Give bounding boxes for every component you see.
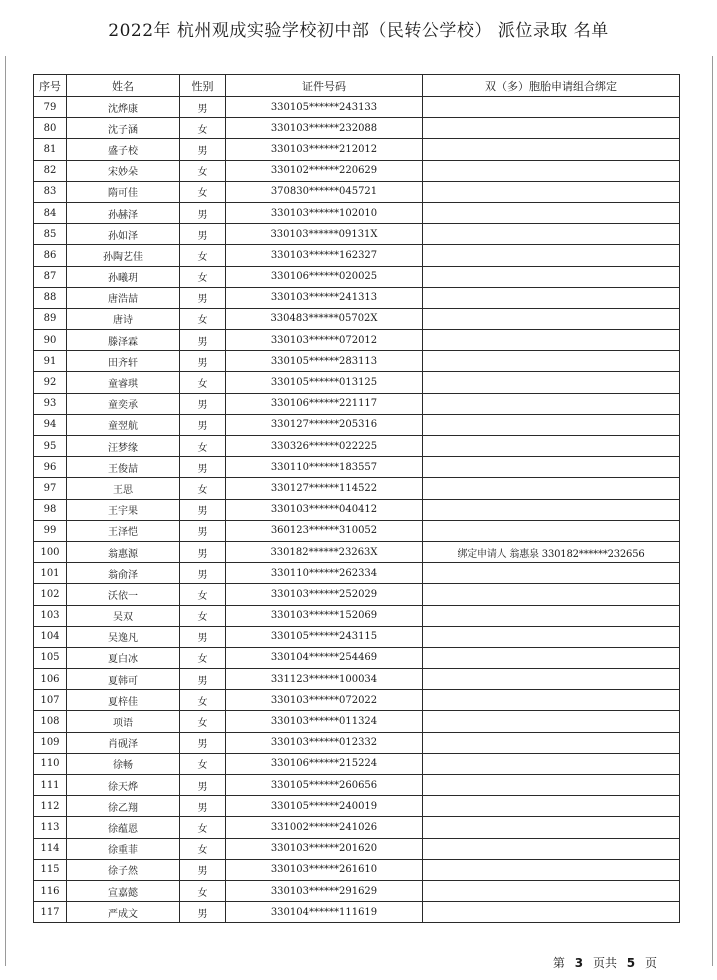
cell-twin-binding: [423, 626, 680, 647]
table-row: [34, 520, 680, 541]
table-row: [34, 478, 680, 499]
cell-name: 孙曦玥: [67, 266, 180, 287]
cell-twin-binding: [423, 308, 680, 329]
cell-name: 宋妙朵: [67, 160, 180, 181]
cell-serial: 99: [34, 520, 67, 541]
cell-gender: 男: [180, 732, 226, 753]
cell-id-number: 330103******201620: [226, 838, 423, 859]
cell-twin-binding: [423, 817, 680, 838]
cell-id-number: 330103******152069: [226, 605, 423, 626]
footer-suffix: 页: [644, 956, 657, 970]
cell-id-number: 330127******114522: [226, 478, 423, 499]
cell-twin-binding: [423, 287, 680, 308]
header-name: 姓名: [67, 75, 180, 97]
cell-id-number: 330105******240019: [226, 796, 423, 817]
cell-serial: 94: [34, 414, 67, 435]
cell-gender: 男: [180, 139, 226, 160]
cell-name: 徐乙翔: [67, 796, 180, 817]
cell-twin-binding: [423, 902, 680, 923]
cell-serial: 83: [34, 181, 67, 202]
table-row: [34, 245, 680, 266]
cell-name: 夏白冰: [67, 647, 180, 668]
cell-serial: 88: [34, 287, 67, 308]
cell-name: 翁惠源: [67, 541, 180, 562]
cell-id-number: 330104******111619: [226, 902, 423, 923]
cell-twin-binding: [423, 669, 680, 690]
table-row: [34, 181, 680, 202]
current-page-number: 3: [574, 956, 584, 970]
cell-gender: 男: [180, 393, 226, 414]
header-twin-binding: 双（多）胞胎申请组合绑定: [423, 75, 680, 97]
cell-id-number: 331123******100034: [226, 669, 423, 690]
cell-name: 孙陶艺佳: [67, 245, 180, 266]
table-row: [34, 626, 680, 647]
cell-gender: 女: [180, 880, 226, 901]
cell-name: 滕泽霖: [67, 330, 180, 351]
cell-gender: 女: [180, 838, 226, 859]
footer-middle: 页共: [592, 956, 617, 970]
cell-serial: 105: [34, 647, 67, 668]
cell-name: 童睿琪: [67, 372, 180, 393]
cell-id-number: 330110******262334: [226, 563, 423, 584]
cell-twin-binding: [423, 520, 680, 541]
cell-id-number: 330103******040412: [226, 499, 423, 520]
cell-twin-binding: 绑定申请人 翁惠泉 330182******232656: [423, 541, 680, 562]
table-row: [34, 796, 680, 817]
cell-id-number: 330103******102010: [226, 202, 423, 223]
cell-twin-binding: [423, 753, 680, 774]
page-footer: [553, 954, 657, 971]
cell-serial: 80: [34, 118, 67, 139]
cell-serial: 115: [34, 859, 67, 880]
cell-name: 徐天烨: [67, 775, 180, 796]
table-row: [34, 647, 680, 668]
cell-gender: 男: [180, 202, 226, 223]
cell-gender: 女: [180, 753, 226, 774]
total-pages-number: 5: [626, 956, 636, 970]
table-row: [34, 669, 680, 690]
cell-serial: 108: [34, 711, 67, 732]
cell-twin-binding: [423, 330, 680, 351]
cell-id-number: 330103******072022: [226, 690, 423, 711]
cell-gender: 女: [180, 817, 226, 838]
cell-id-number: 330106******221117: [226, 393, 423, 414]
cell-name: 汪梦缘: [67, 436, 180, 457]
cell-id-number: 360123******310052: [226, 520, 423, 541]
cell-serial: 114: [34, 838, 67, 859]
cell-serial: 81: [34, 139, 67, 160]
cell-twin-binding: [423, 160, 680, 181]
admission-roster-table: [33, 74, 680, 923]
cell-twin-binding: [423, 266, 680, 287]
cell-twin-binding: [423, 499, 680, 520]
cell-id-number: 330105******243115: [226, 626, 423, 647]
cell-twin-binding: [423, 796, 680, 817]
cell-serial: 90: [34, 330, 67, 351]
cell-name: 王思: [67, 478, 180, 499]
header-serial: 序号: [34, 75, 67, 97]
cell-name: 吴逸凡: [67, 626, 180, 647]
cell-serial: 82: [34, 160, 67, 181]
cell-serial: 93: [34, 393, 67, 414]
cell-id-number: 330103******241313: [226, 287, 423, 308]
cell-twin-binding: [423, 393, 680, 414]
header-gender: 性别: [180, 75, 226, 97]
cell-gender: 女: [180, 160, 226, 181]
cell-id-number: 330110******183557: [226, 457, 423, 478]
cell-twin-binding: [423, 690, 680, 711]
cell-name: 项语: [67, 711, 180, 732]
table-row: [34, 393, 680, 414]
cell-gender: 男: [180, 351, 226, 372]
cell-name: 夏韩可: [67, 669, 180, 690]
cell-name: 宣嘉懿: [67, 880, 180, 901]
table-row: [34, 753, 680, 774]
cell-gender: 女: [180, 647, 226, 668]
cell-gender: 男: [180, 97, 226, 118]
cell-gender: 男: [180, 224, 226, 245]
cell-name: 徐畅: [67, 753, 180, 774]
cell-gender: 男: [180, 563, 226, 584]
cell-id-number: 330104******254469: [226, 647, 423, 668]
cell-serial: 106: [34, 669, 67, 690]
table-body: [34, 97, 680, 923]
cell-twin-binding: [423, 97, 680, 118]
table-row: [34, 859, 680, 880]
cell-id-number: 330103******291629: [226, 880, 423, 901]
cell-name: 徐子然: [67, 859, 180, 880]
cell-name: 童翌航: [67, 414, 180, 435]
cell-serial: 117: [34, 902, 67, 923]
table-row: [34, 118, 680, 139]
cell-name: 徐重菲: [67, 838, 180, 859]
table-row: [34, 838, 680, 859]
table-row: [34, 605, 680, 626]
cell-id-number: 330103******09131X: [226, 224, 423, 245]
cell-serial: 95: [34, 436, 67, 457]
cell-id-number: 330105******260656: [226, 775, 423, 796]
table-row: [34, 880, 680, 901]
cell-name: 夏梓佳: [67, 690, 180, 711]
cell-serial: 104: [34, 626, 67, 647]
cell-twin-binding: [423, 457, 680, 478]
cell-id-number: 330182******23263X: [226, 541, 423, 562]
cell-gender: 女: [180, 181, 226, 202]
cell-name: 肖砚泽: [67, 732, 180, 753]
cell-id-number: 330106******215224: [226, 753, 423, 774]
cell-name: 盛子校: [67, 139, 180, 160]
cell-twin-binding: [423, 478, 680, 499]
cell-id-number: 330105******013125: [226, 372, 423, 393]
table-row: [34, 224, 680, 245]
cell-serial: 98: [34, 499, 67, 520]
table-row: [34, 732, 680, 753]
cell-gender: 男: [180, 287, 226, 308]
table-row: [34, 436, 680, 457]
table-row: [34, 541, 680, 562]
table-row: [34, 308, 680, 329]
cell-id-number: 330127******205316: [226, 414, 423, 435]
table-row: [34, 499, 680, 520]
cell-name: 吴双: [67, 605, 180, 626]
table-row: [34, 330, 680, 351]
table-row: [34, 902, 680, 923]
cell-gender: 男: [180, 796, 226, 817]
cell-gender: 女: [180, 266, 226, 287]
cell-name: 沈子涵: [67, 118, 180, 139]
cell-gender: 男: [180, 859, 226, 880]
cell-id-number: 331002******241026: [226, 817, 423, 838]
page-title: 2022年 杭州观成实验学校初中部（民转公学校） 派位录取 名单: [108, 21, 609, 41]
cell-twin-binding: [423, 838, 680, 859]
table-row: [34, 563, 680, 584]
header-id-number: 证件号码: [226, 75, 423, 97]
cell-name: 翁俞泽: [67, 563, 180, 584]
cell-serial: 110: [34, 753, 67, 774]
cell-name: 唐浩喆: [67, 287, 180, 308]
cell-id-number: 330103******162327: [226, 245, 423, 266]
cell-name: 童奕承: [67, 393, 180, 414]
cell-name: 王俊喆: [67, 457, 180, 478]
cell-twin-binding: [423, 859, 680, 880]
footer-prefix: 第: [552, 956, 565, 970]
cell-serial: 112: [34, 796, 67, 817]
cell-twin-binding: [423, 202, 680, 223]
cell-id-number: 330483******05702X: [226, 308, 423, 329]
cell-name: 徐蕴恩: [67, 817, 180, 838]
cell-name: 田齐轩: [67, 351, 180, 372]
cell-gender: 女: [180, 478, 226, 499]
table-row: [34, 584, 680, 605]
cell-twin-binding: [423, 139, 680, 160]
cell-gender: 男: [180, 457, 226, 478]
cell-gender: 男: [180, 499, 226, 520]
cell-serial: 113: [34, 817, 67, 838]
cell-name: 沃依一: [67, 584, 180, 605]
cell-serial: 79: [34, 97, 67, 118]
table-row: [34, 202, 680, 223]
table-row: [34, 266, 680, 287]
cell-twin-binding: [423, 647, 680, 668]
cell-id-number: 330103******212012: [226, 139, 423, 160]
cell-id-number: 330103******011324: [226, 711, 423, 732]
cell-id-number: 330103******261610: [226, 859, 423, 880]
table-row: [34, 414, 680, 435]
cell-gender: 男: [180, 669, 226, 690]
table-row: [34, 139, 680, 160]
cell-serial: 97: [34, 478, 67, 499]
cell-id-number: 330103******012332: [226, 732, 423, 753]
cell-twin-binding: [423, 732, 680, 753]
cell-gender: 男: [180, 775, 226, 796]
cell-name: 严成文: [67, 902, 180, 923]
cell-name: 孙如泽: [67, 224, 180, 245]
table-row: [34, 775, 680, 796]
cell-gender: 女: [180, 245, 226, 266]
cell-twin-binding: [423, 414, 680, 435]
table-row: [34, 351, 680, 372]
cell-serial: 87: [34, 266, 67, 287]
cell-twin-binding: [423, 711, 680, 732]
cell-name: 隋可佳: [67, 181, 180, 202]
cell-gender: 女: [180, 436, 226, 457]
table-row: [34, 711, 680, 732]
cell-gender: 男: [180, 902, 226, 923]
cell-name: 唐诗: [67, 308, 180, 329]
cell-gender: 男: [180, 414, 226, 435]
cell-gender: 女: [180, 690, 226, 711]
table-header-row: [34, 75, 680, 97]
table-row: [34, 97, 680, 118]
cell-id-number: 370830******045721: [226, 181, 423, 202]
cell-gender: 男: [180, 626, 226, 647]
cell-twin-binding: [423, 351, 680, 372]
cell-serial: 100: [34, 541, 67, 562]
cell-name: 王宇果: [67, 499, 180, 520]
cell-serial: 91: [34, 351, 67, 372]
cell-twin-binding: [423, 436, 680, 457]
cell-name: 孙赫泽: [67, 202, 180, 223]
cell-twin-binding: [423, 605, 680, 626]
cell-gender: 女: [180, 605, 226, 626]
cell-serial: 96: [34, 457, 67, 478]
table-row: [34, 287, 680, 308]
cell-twin-binding: [423, 775, 680, 796]
cell-gender: 女: [180, 584, 226, 605]
cell-twin-binding: [423, 118, 680, 139]
cell-twin-binding: [423, 584, 680, 605]
table-row: [34, 690, 680, 711]
cell-gender: 男: [180, 520, 226, 541]
cell-id-number: 330102******220629: [226, 160, 423, 181]
cell-gender: 男: [180, 541, 226, 562]
cell-serial: 86: [34, 245, 67, 266]
table-row: [34, 457, 680, 478]
cell-twin-binding: [423, 245, 680, 266]
cell-gender: 女: [180, 118, 226, 139]
cell-name: 王泽恺: [67, 520, 180, 541]
cell-serial: 103: [34, 605, 67, 626]
cell-twin-binding: [423, 181, 680, 202]
cell-serial: 107: [34, 690, 67, 711]
cell-id-number: 330103******072012: [226, 330, 423, 351]
cell-serial: 84: [34, 202, 67, 223]
cell-id-number: 330326******022225: [226, 436, 423, 457]
cell-id-number: 330103******252029: [226, 584, 423, 605]
cell-gender: 男: [180, 330, 226, 351]
cell-twin-binding: [423, 372, 680, 393]
cell-id-number: 330103******232088: [226, 118, 423, 139]
cell-twin-binding: [423, 224, 680, 245]
cell-serial: 116: [34, 880, 67, 901]
table-row: [34, 817, 680, 838]
cell-id-number: 330105******283113: [226, 351, 423, 372]
cell-twin-binding: [423, 563, 680, 584]
table-row: [34, 372, 680, 393]
cell-serial: 89: [34, 308, 67, 329]
cell-name: 沈烨康: [67, 97, 180, 118]
cell-id-number: 330105******243133: [226, 97, 423, 118]
cell-serial: 109: [34, 732, 67, 753]
cell-gender: 女: [180, 308, 226, 329]
cell-serial: 85: [34, 224, 67, 245]
cell-serial: 111: [34, 775, 67, 796]
cell-id-number: 330106******020025: [226, 266, 423, 287]
cell-serial: 101: [34, 563, 67, 584]
cell-serial: 92: [34, 372, 67, 393]
table-row: [34, 160, 680, 181]
cell-gender: 女: [180, 372, 226, 393]
cell-serial: 102: [34, 584, 67, 605]
cell-twin-binding: [423, 880, 680, 901]
cell-gender: 女: [180, 711, 226, 732]
